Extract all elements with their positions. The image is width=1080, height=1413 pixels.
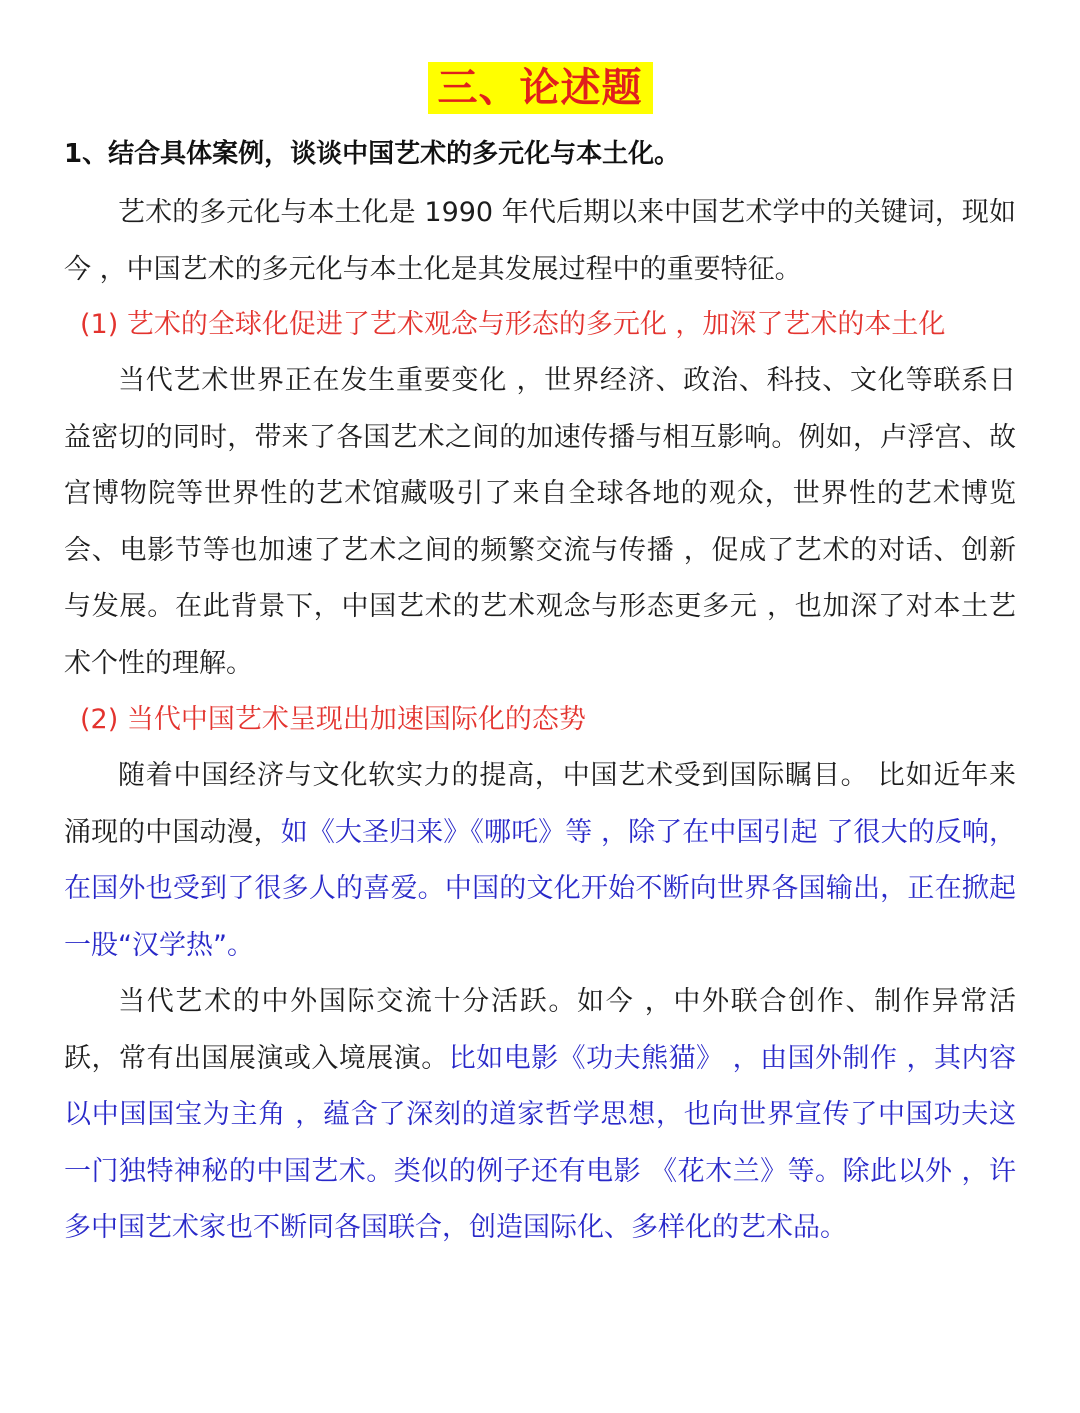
point2-para2-plain: 当代艺术的中外国际交流十分活跃。如今 ，中外联合创作、制作异常活跃，常有出国展演或入境展演。 [64, 986, 1016, 1074]
point1-heading: (1) 艺术的全球化促进了艺术观念与形态的多元化 ，加深了艺术的本土化 [80, 309, 946, 340]
point2-para1-plain: 随着中国经济与文化软实力的提高，中国艺术受到国际瞩目。 比如近年来涌现的中国动漫， [64, 760, 1016, 848]
question-heading: 1、结合具体案例，谈谈中国艺术的多元化与本土化。 [64, 139, 681, 169]
intro-paragraph: 艺术的多元化与本土化是 1990 年代后期以来中国艺术学中的关键词，现如今 ，中国艺术的多元化与本土化是其发展过程中的重要特征。 [64, 197, 1016, 285]
point2-heading: (2) 当代中国艺术呈现出加速国际化的态势 [80, 704, 586, 735]
point2-para1-highlight: 如《大圣归来》《哪吒》等 ，除了在中国引起 了很大的反响，在国外也受到了很多人的喜爱。中国的文化开始不断向世界各国输出，正在掀起一股“汉学热”。 [64, 816, 1017, 961]
point1-paragraph: 当代艺术世界正在发生重要变化 ，世界经济、政治、科技、文化等联系日益密切的同时，带来了各国艺术之间的加速传播与相互影响。例如，卢浮宫、故宫博物院等世界性的艺术馆藏吸引了来自全球各地的观众，世界性的艺术博览会、电影节等也加速了艺术之间的频繁交流与传播 ，促成了艺术的对话、创新与发展。在此背景下，中国艺术的艺术观念与形态更多元 ，也加深了对本土艺术个性的理解。 [64, 365, 1016, 679]
point2-paragraph-2 [64, 974, 1016, 1257]
section-title-wrap [0, 62, 1080, 114]
section-title: 三、论述题 [428, 62, 653, 114]
point2-paragraph-1 [64, 748, 1016, 974]
point2-para2-highlight: 比如电影《功夫熊猫》 ，由国外制作 ，其内容以中国国宝为主角 ，蕴含了深刻的道家哲学思想，也向世界宣传了中国功夫这一门独特神秘的中国艺术。类似的例子还有电影 《花木兰》等。除此以外 ，许多中国艺术家也不断同各国联合，创造国际化、多样化的艺术品。 [64, 1042, 1016, 1243]
